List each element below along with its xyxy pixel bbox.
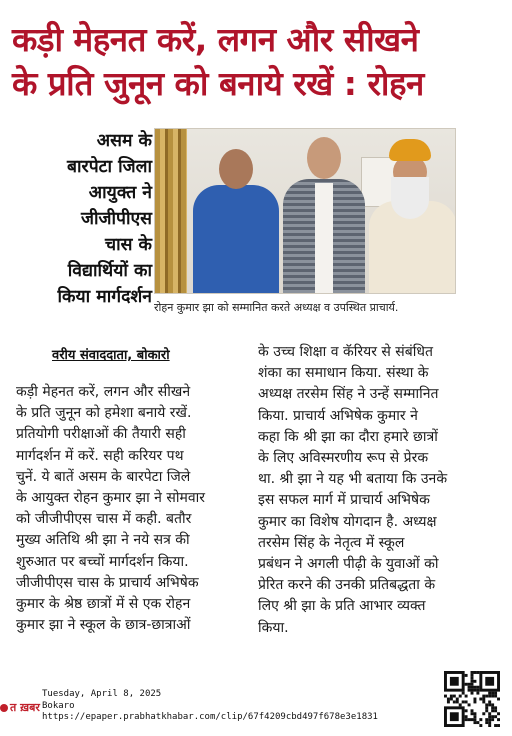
photo-person-center (279, 135, 369, 293)
article-line: मुख्य अतिथि श्री झा ने नये सत्र की (16, 532, 190, 549)
sidebar-headline-line: असम के (96, 131, 152, 151)
article-line: कुमार का विशेष योगदान है. अध्यक्ष (258, 513, 437, 530)
article-column-1 (16, 382, 248, 636)
article-line: था. श्री झा ने यह भी बताया कि उनके (258, 471, 448, 488)
article-line: प्रेरित करने की उनकी प्रतिबद्धता के (258, 577, 436, 594)
clip-footer (0, 686, 512, 736)
headline-line-1: कड़ी मेहनत करें, लगन और सीखने (12, 20, 419, 59)
article-line: शंका का समाधान किया. संस्था के (258, 365, 429, 382)
sidebar-headline-line: बारपेटा जिला (67, 157, 152, 177)
article-line: शुरुआत पर बच्चों मार्गदर्शन किया. (16, 553, 189, 570)
article-line: किया. प्राचार्य अभिषेक कुमार ने (258, 407, 418, 424)
byline: वरीय संवाददाता, बोकारो (52, 348, 170, 363)
article-line: कहा कि श्री झा का दौरा हमारे छात्रों (258, 428, 438, 445)
sidebar-headline-line: जीजीपीएस (80, 209, 152, 229)
sidebar-headline (12, 128, 152, 310)
article-line: लिए श्री झा के प्रति आभार व्यक्त (258, 598, 426, 615)
brand-text: त ख़बर (10, 701, 40, 714)
clip-url[interactable]: https://epaper.prabhatkhabar.com/clip/67f4209cbd497f678e3e1831 (42, 712, 378, 722)
article-line: किया. (258, 619, 289, 636)
clip-date: Tuesday, April 8, 2025 (42, 689, 162, 699)
clip-meta (42, 689, 378, 724)
article-line: मार्गदर्शन में करें. सही करियर पथ (16, 447, 184, 464)
headline-line-2: के प्रति जुनून को बनाये रखें : रोहन (12, 64, 424, 103)
brand-logo (0, 700, 40, 715)
article-line: कुमार के श्रेष्ठ छात्रों में से एक रोहन (16, 596, 191, 613)
article-line: प्रबंधन ने अगली पीढ़ी के युवाओं को (258, 556, 439, 573)
photo-person-right (365, 129, 456, 293)
article-line: कड़ी मेहनत करें, लगन और सीखने (16, 384, 191, 400)
article-line: जीजीपीएस चास के प्राचार्य अभिषेक (16, 574, 199, 591)
article-line: प्रतियोगी परीक्षाओं की तैयारी सही (16, 426, 186, 443)
article-line: तरसेम सिंह के नेतृत्व में स्कूल (258, 534, 405, 551)
photo-caption: रोहन कुमार झा को सम्मानित करते अध्यक्ष व उपस्थित प्राचार्य. (154, 301, 399, 314)
article-line: चुनें. ये बातें असम के बारपेटा जिले (16, 468, 191, 485)
headline (12, 18, 500, 106)
article-line: के आयुक्त रोहन कुमार झा ने सोमवार (16, 490, 205, 507)
article-line: के प्रति जुनून को हमेशा बनाये रखें. (16, 405, 192, 422)
article-line: कुमार झा ने स्कूल के छात्र-छात्राओं (16, 617, 191, 634)
article-line: अध्यक्ष तरसेम सिंह ने उन्हें सम्मानित (258, 386, 439, 403)
article-line: को जीजीपीएस चास में कही. बतौर (16, 511, 192, 528)
sidebar-headline-line: आयुक्त ने (88, 183, 152, 203)
photo-person-left (191, 143, 281, 293)
article-line: इस सफल मार्ग में प्राचार्य अभिषेक (258, 492, 430, 509)
qr-code-icon[interactable] (444, 670, 500, 728)
sidebar-headline-line: किया मार्गदर्शन (57, 287, 152, 307)
sidebar-headline-line: विद्यार्थियों का (67, 261, 152, 281)
article-column-2 (258, 342, 488, 639)
sidebar-headline-line: चास के (104, 235, 152, 255)
article-line: के उच्च शिक्षा व कॅरियर से संबंधित (258, 344, 433, 360)
clip-place: Bokaro (42, 700, 75, 711)
news-photo (154, 128, 456, 294)
article-line: के लिए अविस्मरणीय रूप से प्रेरक (258, 450, 429, 467)
photo-curtain (155, 129, 187, 294)
